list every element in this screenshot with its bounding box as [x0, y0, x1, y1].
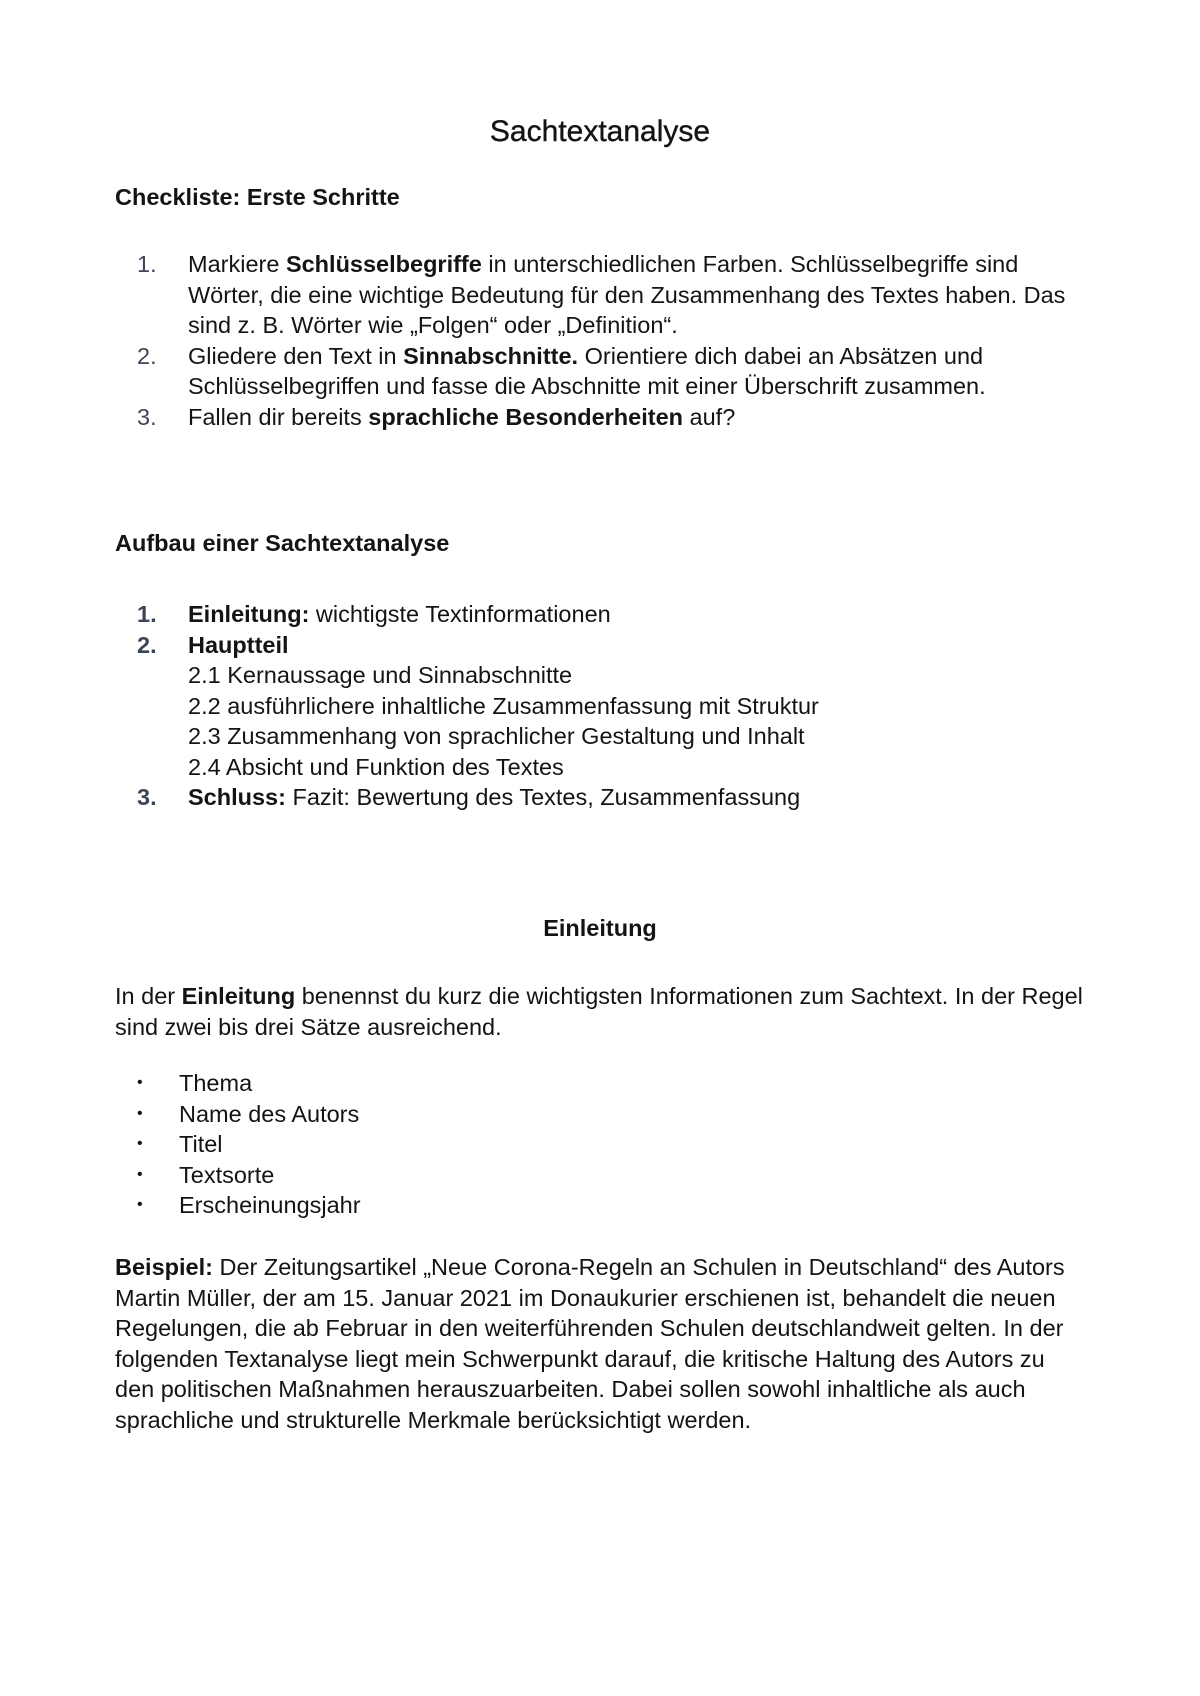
list-number: 3.	[137, 403, 157, 430]
checklist-list	[115, 249, 1100, 432]
item-text: in unterschiedlichen Farben. Schlüsselbegriffe sind Wörter, die eine wichtige Bedeutung für den Zusammenhang des Textes haben. Das sind z. B. Wörter wie „Folgen“ oder „Definition“.	[188, 251, 1066, 338]
page-title: Sachtextanalyse	[489, 115, 711, 148]
item-keyword: Schlüsselbegriffe	[285, 251, 482, 277]
checklist-heading: Checkliste: Erste Schritte	[115, 184, 400, 210]
example-paragraph	[115, 1252, 1090, 1435]
example-text: Der Zeitungsartikel „Neue Corona-Regeln an Schulen in Deutschland“ des Autors Martin Müller, der am 15. Januar 2021 im Donaukurier erschienen ist, behandelt die neuen Regelungen, die ab Februar in den weiterführenden Schulen deutschlandweit gelten. In der folgenden Textanalyse liegt mein Schwerpunkt darauf, die kritische Haltung des Autors zu den politischen Maßnahmen herauszuarbeiten. Dabei sollen sowohl inhaltliche als auch sprachliche und strukturelle Merkmale berücksichtigt werden.	[115, 1254, 1065, 1433]
bullet-text: Name des Autors	[179, 1100, 360, 1127]
list-number: 1.	[137, 601, 157, 627]
list-item	[115, 402, 1100, 433]
item-keyword: Schluss:	[188, 784, 286, 810]
item-text: auf?	[683, 403, 736, 430]
list-item	[115, 1160, 361, 1191]
list-number: 1.	[137, 251, 157, 277]
item-keyword: Einleitung:	[188, 601, 310, 627]
sub-item: 2.1 Kernaussage und Sinnabschnitte	[188, 662, 573, 688]
list-item	[115, 1190, 361, 1221]
paragraph-text: benennst du kurz die wichtigsten Informationen zum Sachtext. In der Regel sind zwei bis drei Sätze ausreichend.	[115, 983, 1083, 1040]
list-item	[115, 1099, 361, 1130]
intro-bullet-list	[115, 1068, 361, 1221]
item-text: Fallen dir bereits	[188, 403, 369, 430]
bullet-text: Textsorte	[179, 1161, 275, 1188]
item-keyword: Hauptteil	[188, 631, 289, 658]
paragraph-text: In der	[115, 983, 182, 1009]
sub-item: 2.2 ausführlichere inhaltliche Zusammenfassung mit Struktur	[188, 692, 819, 719]
bullet-icon: •	[137, 1135, 143, 1152]
item-text: wichtigste Textinformationen	[309, 601, 611, 627]
item-keyword: Sinnabschnitte.	[403, 342, 579, 369]
structure-heading: Aufbau einer Sachtextanalyse	[115, 530, 450, 556]
bullet-text: Titel	[179, 1131, 223, 1157]
list-item	[115, 599, 1115, 630]
list-number: 3.	[137, 784, 157, 810]
paragraph-keyword: Einleitung	[181, 983, 296, 1009]
list-number: 2.	[137, 342, 157, 369]
item-keyword: sprachliche Besonderheiten	[368, 403, 683, 430]
intro-heading: Einleitung	[543, 915, 657, 941]
bullet-icon: •	[137, 1165, 143, 1183]
item-text: Gliedere den Text in	[188, 342, 404, 369]
bullet-icon: •	[137, 1074, 143, 1091]
list-item	[115, 630, 1115, 783]
intro-paragraph	[115, 981, 1105, 1042]
sub-item: 2.4 Absicht und Funktion des Textes	[188, 753, 564, 780]
item-text: Markiere	[188, 251, 286, 277]
sub-item: 2.3 Zusammenhang von sprachlicher Gestaltung und Inhalt	[188, 723, 805, 749]
item-text: Fazit: Bewertung des Textes, Zusammenfassung	[285, 784, 801, 810]
list-item	[115, 249, 1100, 341]
item-text: Orientiere dich dabei an Absätzen und Schlüsselbegriffen und fasse die Abschnitte mit einer Überschrift zusammen.	[188, 342, 986, 399]
list-item	[115, 1129, 361, 1160]
example-label: Beispiel:	[115, 1254, 213, 1280]
bullet-text: Erscheinungsjahr	[179, 1192, 361, 1218]
bullet-text: Thema	[179, 1070, 253, 1096]
list-item	[115, 341, 1100, 402]
list-item	[115, 1068, 361, 1099]
bullet-icon: •	[137, 1196, 143, 1213]
list-item	[115, 782, 1115, 813]
list-number: 2.	[137, 631, 157, 658]
structure-list	[115, 599, 1115, 813]
bullet-icon: •	[137, 1104, 143, 1122]
